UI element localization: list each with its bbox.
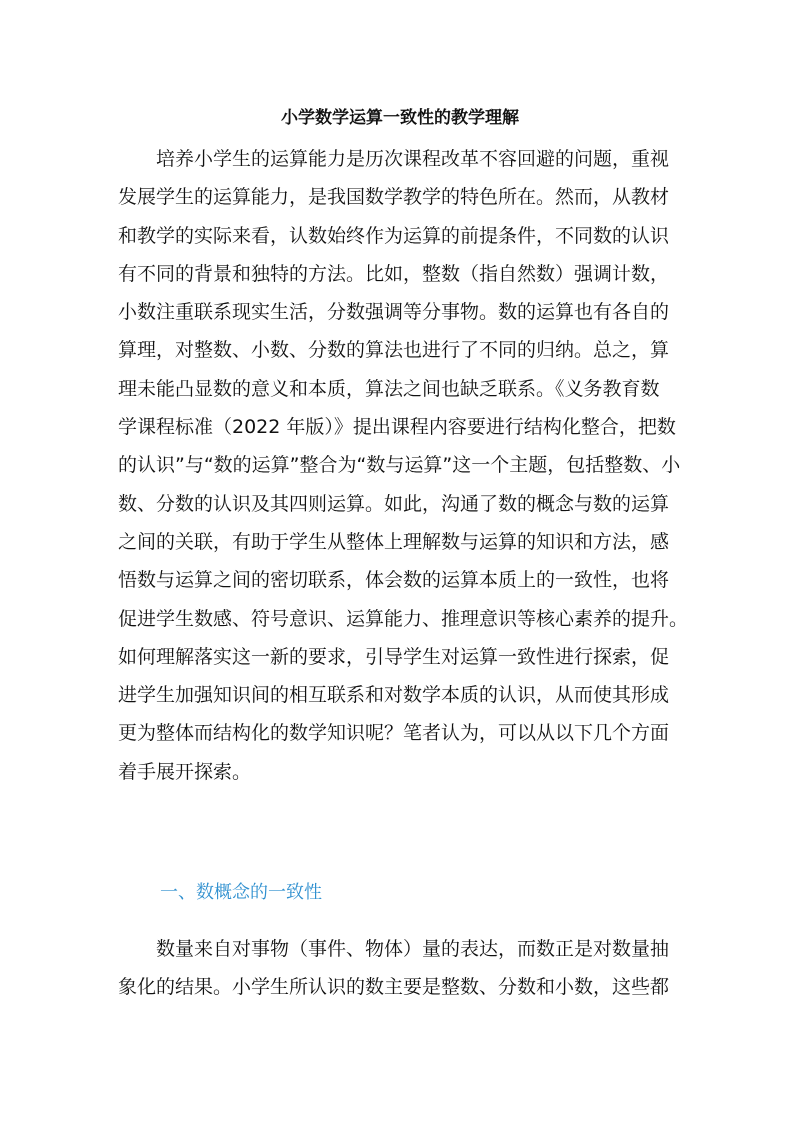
- text-line: 数、分数的认识及其四则运算。如此，沟通了数的概念与数的运算: [118, 492, 670, 515]
- body-paragraph-2: [118, 930, 692, 1007]
- document-title: 小学数学运算一致性的教学理解: [281, 108, 519, 128]
- text-line: 理未能凸显数的意义和本质，算法之间也缺乏联系。《义务教育数: [118, 377, 660, 400]
- text-line: 着手展开探索。: [118, 760, 252, 783]
- text-line: 如何理解落实这一新的要求，引导学生对运算一致性进行探索，促: [118, 645, 670, 668]
- body-paragraph-1: [118, 140, 692, 791]
- text-line: 发展学生的运算能力，是我国数学教学的特色所在。然而，从教材: [118, 186, 670, 209]
- text-line: 之间的关联，有助于学生从整体上理解数与运算的知识和方法，感: [118, 530, 670, 553]
- text-line: 的认识”与“数的运算”整合为“数与运算”这一个主题，包括整数、小: [118, 454, 681, 477]
- text-line: 学课程标准（2022 年版）》提出课程内容要进行结构化整合，把数: [118, 416, 676, 439]
- text-line: 培养小学生的运算能力是历次课程改革不容回避的问题，重视: [118, 148, 670, 170]
- text-line: 算理，对整数、小数、分数的算法也进行了不同的归纳。总之，算: [118, 339, 670, 362]
- section-heading: 一、数概念的一致性: [160, 882, 322, 903]
- text-line: 悟数与运算之间的密切联系，体会数的运算本质上的一致性，也将: [118, 569, 670, 592]
- text-line: 进学生加强知识间的相互联系和对数学本质的认识，从而使其形成: [118, 684, 670, 707]
- text-line: 和教学的实际来看，认数始终作为运算的前提条件，不同数的认识: [118, 224, 670, 247]
- text-line: 小数注重联系现实生活，分数强调等分事物。数的运算也有各自的: [118, 301, 670, 324]
- text-line: 数量来自对事物（事件、物体）量的表达，而数正是对数量抽: [118, 938, 670, 960]
- text-line: 有不同的背景和独特的方法。比如，整数（指自然数）强调计数，: [118, 262, 670, 285]
- text-line: 促进学生数感、符号意识、运算能力、推理意识等核心素养的提升。: [118, 607, 689, 630]
- text-line: 象化的结果。小学生所认识的数主要是整数、分数和小数，这些都: [118, 976, 670, 999]
- text-line: 更为整体而结构化的数学知识呢？笔者认为，可以从以下几个方面: [118, 722, 670, 745]
